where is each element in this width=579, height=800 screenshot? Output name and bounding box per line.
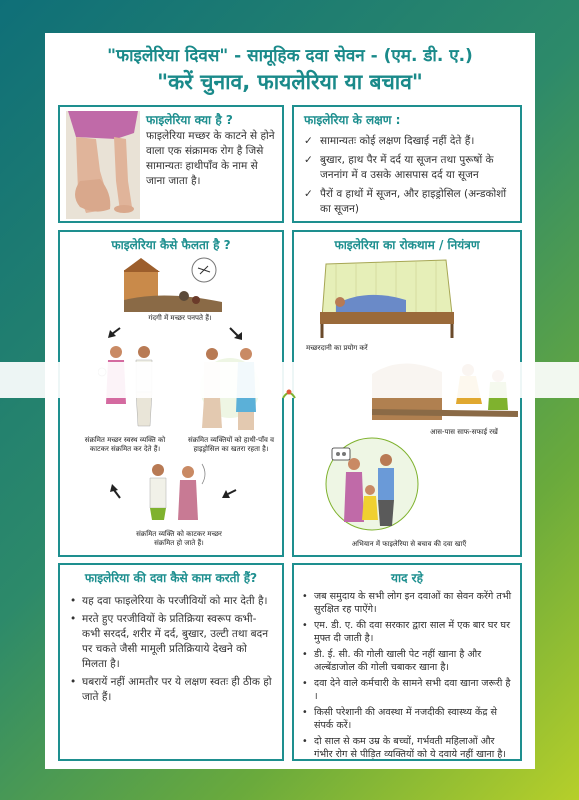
- list-item: • यह दवा फाइलेरिया के परजीवियों को मार देती है।: [70, 594, 274, 609]
- list-item: • दवा देने वाले कर्मचारी के सामने सभी दवा खाना जरूरी है ।: [302, 677, 514, 703]
- list-item: ✓ सामान्यतः कोई लक्षण दिखाई नहीं देते हैं।: [304, 135, 475, 147]
- swollen-leg-illustration: [66, 111, 140, 219]
- poster-title-line1: "फाइलेरिया दिवस" - सामूहिक दवा सेवन - (एम. डी. ए.): [107, 46, 473, 66]
- how-works-box: [58, 563, 284, 761]
- how-works-list: [70, 594, 274, 705]
- prevention-caption-2: आस-पास साफ-सफाई रखें: [430, 428, 498, 436]
- check-icon: ✓: [304, 154, 313, 166]
- prevention-caption-1: मच्छरदानी का प्रयोग करें: [306, 344, 368, 352]
- spread-caption-4: संक्रमित व्यक्ति को काटकर मच्छर संक्रमित हो जाते हैं।: [136, 530, 222, 547]
- remember-title: याद रहे: [391, 571, 423, 585]
- mosquito-biting-illustration: [142, 460, 212, 522]
- poster-sheet: [45, 33, 535, 769]
- list-item: • दो साल से कम उम्र के बच्चों, गर्भवती महिलाओं और गंभीर रोग से पीड़ित व्यक्तियों को ये दवाये नहीं खाना है।: [302, 735, 514, 761]
- what-is-box: [58, 105, 284, 223]
- list-item: • मरते हुए परजीवियों के प्रतिक्रिया स्वरूप कभी-कभी सरदर्द, शरीर में दर्द, बुखार, उल्टी तथा बदन पर चकते जैसी मामूली प्रतिक्रियाये देखने को मिलता है।: [70, 612, 274, 672]
- spread-caption-3: संक्रमित व्यक्तियों को हाथी-पाँव व हाइड्रोसिल का खतरा रहता है।: [188, 436, 274, 453]
- prevention-caption-3: अभियान में फाइलेरिया से बचाव की दवा खाएँ: [351, 540, 467, 548]
- list-item: ✓ पैरों व हाथों में सूजन, और हाइड्रोसिल (अन्डकोशों का सूजन): [304, 188, 507, 215]
- list-item: • एम. डी. ए. की दवा सरकार द्वारा साल में एक बार घर घर मुफ्त दी जाती है।: [302, 619, 514, 645]
- spread-title: फाइलेरिया कैसे फैलता है ?: [111, 238, 231, 252]
- poster-title-line2: "करें चुनाव, फायलेरिया या बचाव": [157, 70, 423, 94]
- how-works-title: फाइलेरिया की दवा कैसे काम करती हैं?: [84, 571, 258, 585]
- list-item: • जब समुदाय के सभी लोग इन दवाओं का सेवन करेंगे तभी सुरक्षित रह पाऐंगे।: [302, 590, 514, 616]
- prevention-title: फाइलेरिया का रोकथाम / नियंत्रण: [334, 238, 480, 252]
- remember-box: [292, 563, 522, 761]
- remember-list: [302, 590, 514, 761]
- list-item: • डी. ई. सी. की गोली खाली पेट नहीं खाना है और अल्बेंडाजोल की गोली चबाकर खाना है।: [302, 648, 514, 674]
- medicine-family-illustration: [324, 434, 420, 534]
- leaf-logo-icon: [281, 386, 297, 400]
- what-is-title: फाइलेरिया क्या है ?: [146, 113, 233, 127]
- symptoms-box: [292, 105, 522, 223]
- symptoms-title: फाइलेरिया के लक्षण :: [304, 113, 401, 127]
- check-icon: ✓: [304, 135, 313, 147]
- list-item: ✓ बुखार, हाथ पैर में दर्द या सूजन तथा पुरूषों के जननांग में व उसके आसपास दर्द या सूजन: [304, 154, 494, 181]
- list-item: • किसी परेशानी की अवस्था में नजदीकी स्वास्थ्य केंद्र से संपर्क करें।: [302, 706, 514, 732]
- spread-caption-1: गंदगी में मच्छर पनपते हैं।: [148, 314, 212, 322]
- spread-caption-2: संक्रमित मच्छर स्वस्थ व्यक्ति को काटकर संक्रमित कर देते हैं।: [84, 436, 166, 453]
- mosquito-net-illustration: [306, 254, 456, 342]
- what-is-body: फाइलेरिया मच्छर के काटने से होने वाला एक संक्रामक रोग है जिसे सामान्यतः हाथीपाँव के नाम से जाना जाता है।: [146, 130, 275, 187]
- list-item: • घबरायें नहीं आमतौर पर ये लक्षण स्वतः ही ठीक हो जाते हैं।: [70, 675, 274, 705]
- symptoms-list: [304, 134, 512, 217]
- check-icon: ✓: [304, 188, 313, 200]
